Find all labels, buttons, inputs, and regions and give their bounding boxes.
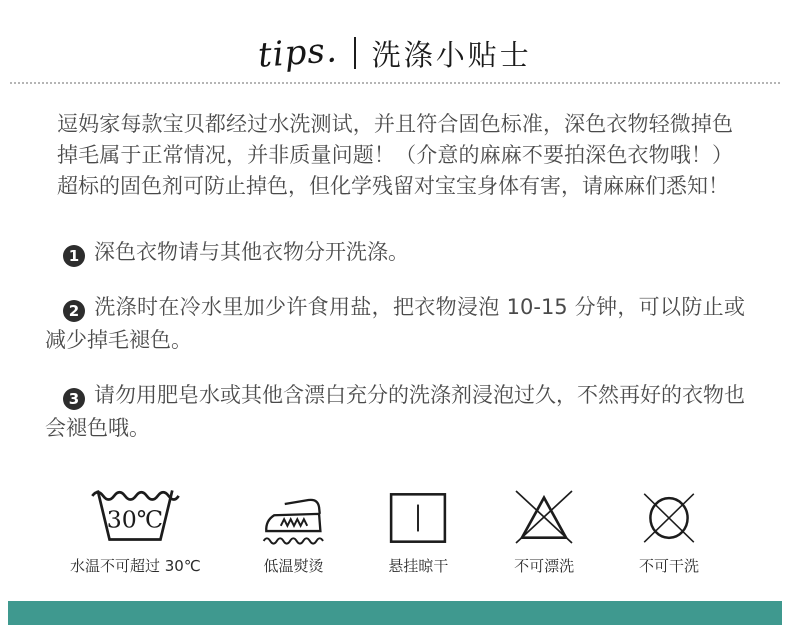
care-item-iron-low [261,494,327,576]
section-header [0,0,790,82]
tip-text-2: 洗涤时在冷水里加少许食用盐，把衣物浸泡 10-15 分钟，可以防止或减少掉毛褪色。 [45,295,745,352]
care-label-hang-dry: 悬挂晾干 [388,557,449,575]
bottom-accent-bar [8,601,782,625]
iron-low-icon [261,494,327,547]
tip-number-badge-2: 2 [63,300,85,322]
care-label-no-bleach: 不可漂洗 [514,557,575,575]
hang-dry-icon [386,489,450,547]
intro-text: 逗妈家每款宝贝都经过水洗测试，并且符合固色标准，深色衣物轻微掉色掉毛属于正常情况，并非质量问题！（介意的麻麻不要拍深色衣物哦！）超标的固色剂可防止掉色，但化学残留对宝宝身体有害，请麻麻们悉知！ [57,112,733,198]
wash-30c-icon [85,483,185,547]
tip-text-3: 请勿用肥皂水或其他含漂白充分的洗涤剂浸泡过久，不然再好的衣物也会褪色哦。 [45,383,745,440]
tip-number-badge-3: 3 [63,388,85,410]
svg-text:30℃: 30℃ [107,505,164,534]
tip-item-3 [45,379,745,445]
no-dry-clean-icon [638,489,700,547]
page-title: 洗涤小贴士 [371,37,532,72]
care-label-wash: 水温不可超过 30℃ [70,557,201,575]
tip-item-1 [45,236,745,269]
care-item-no-bleach [510,487,578,576]
tips-script-text: tips. [256,30,340,76]
title-divider-line [354,37,356,69]
no-bleach-icon [510,487,578,547]
care-label-iron: 低温熨烫 [263,557,324,575]
care-item-no-dry-clean [638,489,700,576]
tips-list [0,236,790,445]
care-icons-row [0,483,790,576]
care-item-wash-30c [70,483,201,576]
tip-number-badge-1: 1 [63,245,85,267]
tip-text-1: 深色衣物请与其他衣物分开洗涤。 [94,240,409,264]
care-item-hang-dry [386,489,450,576]
dotted-separator [10,82,780,84]
care-label-no-dry-clean: 不可干洗 [638,557,699,575]
tip-item-2 [45,291,745,357]
